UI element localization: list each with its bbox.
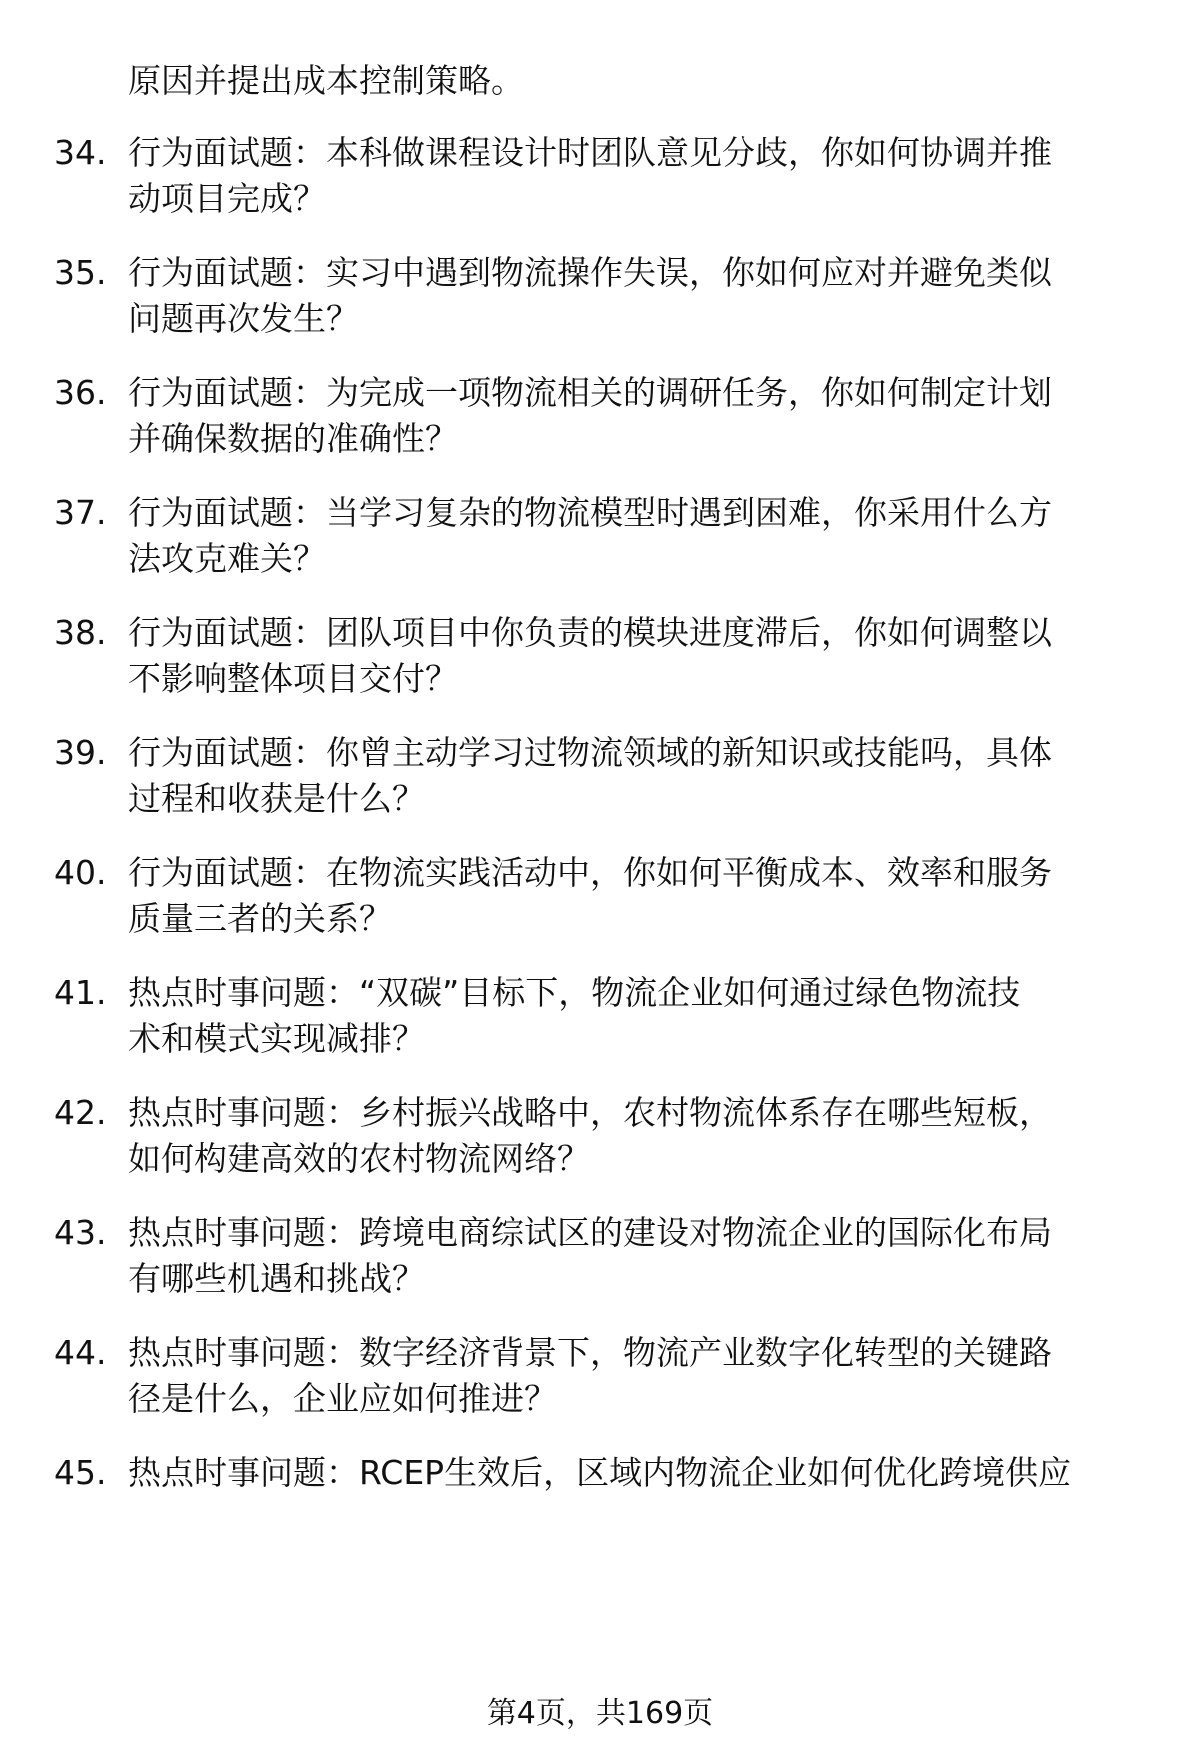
- question-line: 问题再次发生？: [128, 299, 359, 338]
- question-line: 行为面试题：实习中遇到物流操作失误，你如何应对并避免类似: [128, 253, 1052, 292]
- question-line: 热点时事问题：跨境电商综试区的建设对物流企业的国际化布局: [128, 1213, 1052, 1252]
- page-footer: 第4页，共169页: [486, 1696, 714, 1731]
- question-line: 术和模式实现减排？: [128, 1019, 425, 1058]
- question-line: 行为面试题：团队项目中你负责的模块进度滞后，你如何调整以: [128, 613, 1052, 652]
- question-line: 质量三者的关系？: [128, 899, 392, 938]
- question-number: 41.: [54, 973, 107, 1012]
- question-number: 34.: [54, 133, 107, 172]
- question-line: 法攻克难关？: [128, 539, 326, 578]
- question-line: 行为面试题：在物流实践活动中，你如何平衡成本、效率和服务: [128, 853, 1052, 892]
- question-number: 44.: [54, 1333, 107, 1372]
- question-number: 37.: [54, 493, 107, 532]
- continuation-line: 原因并提出成本控制策略。: [128, 61, 524, 100]
- question-number: 43.: [54, 1213, 107, 1252]
- question-line: 行为面试题：为完成一项物流相关的调研任务，你如何制定计划: [128, 373, 1052, 412]
- question-line: 动项目完成？: [128, 179, 326, 218]
- question-number: 36.: [54, 373, 107, 412]
- question-line: 过程和收获是什么？: [128, 779, 425, 818]
- question-number: 42.: [54, 1093, 107, 1132]
- question-line: 不影响整体项目交付？: [128, 659, 458, 698]
- question-line: 热点时事问题：数字经济背景下，物流产业数字化转型的关键路: [128, 1333, 1052, 1372]
- question-number: 35.: [54, 253, 107, 292]
- question-line: 热点时事问题：RCEP生效后，区域内物流企业如何优化跨境供应: [128, 1453, 1072, 1492]
- question-number: 38.: [54, 613, 107, 652]
- question-line: 行为面试题：你曾主动学习过物流领域的新知识或技能吗，具体: [128, 733, 1052, 772]
- question-number: 39.: [54, 733, 107, 772]
- question-line: 行为面试题：本科做课程设计时团队意见分歧，你如何协调并推: [128, 133, 1052, 172]
- question-line: 行为面试题：当学习复杂的物流模型时遇到困难，你采用什么方: [128, 493, 1052, 532]
- question-line: 热点时事问题：乡村振兴战略中，农村物流体系存在哪些短板，: [128, 1093, 1052, 1132]
- question-line: 并确保数据的准确性？: [128, 419, 458, 458]
- question-line: 热点时事问题：“双碳”目标下，物流企业如何通过绿色物流技: [128, 973, 1021, 1012]
- question-number: 45.: [54, 1453, 107, 1492]
- question-line: 如何构建高效的农村物流网络？: [128, 1139, 590, 1178]
- question-number: 40.: [54, 853, 107, 892]
- question-line: 有哪些机遇和挑战？: [128, 1259, 425, 1298]
- question-line: 径是什么，企业应如何推进？: [128, 1379, 557, 1418]
